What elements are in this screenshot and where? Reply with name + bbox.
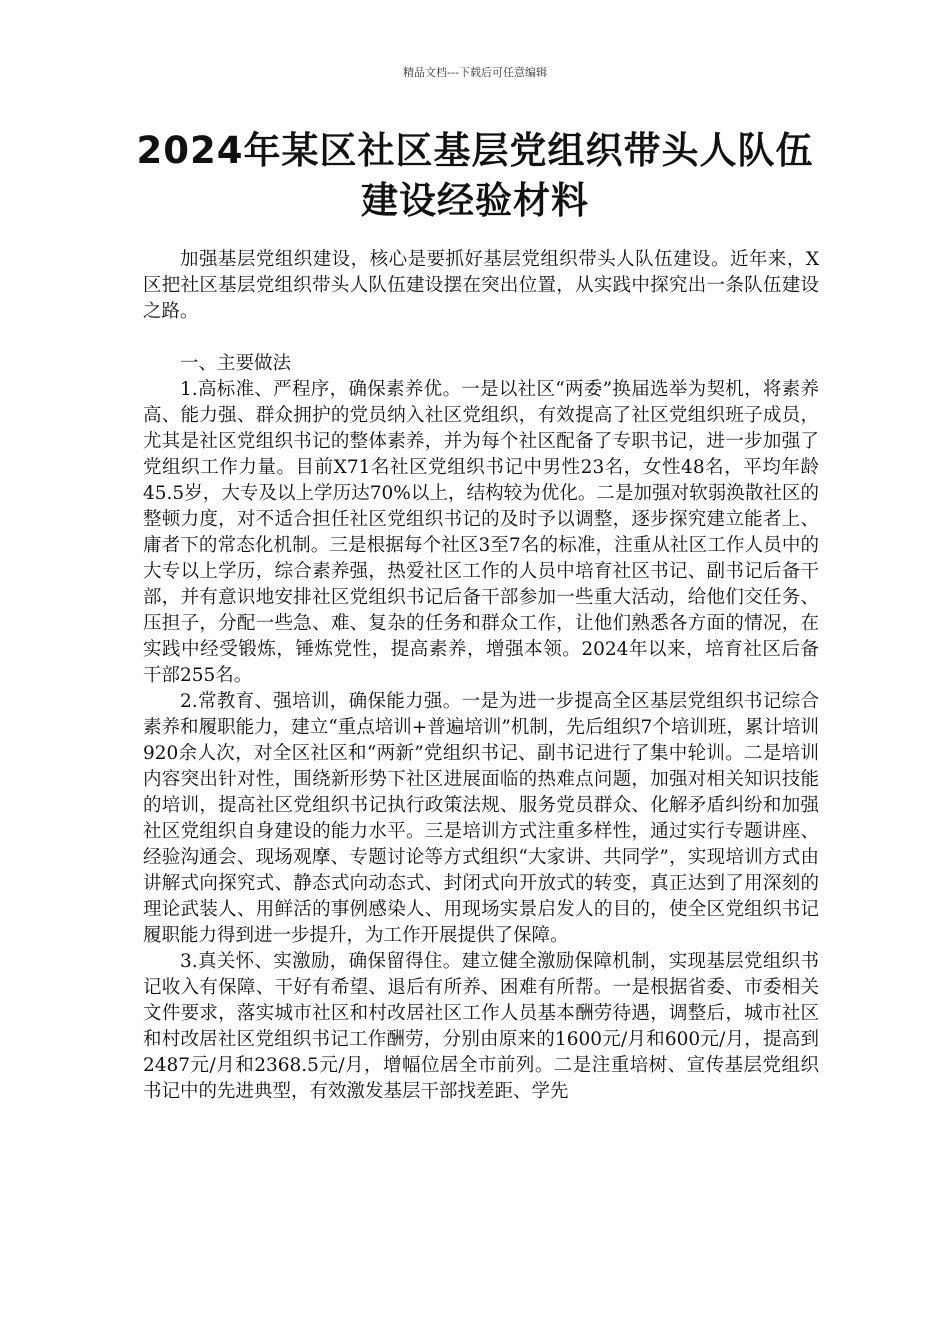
section-heading-main-practices: 一、主要做法 — [180, 353, 292, 374]
document-title — [120, 126, 830, 226]
paragraph-education-training: 2.常教育、强培训，确保能力强。一是为进一步提高全区基层党组织书记综合素养和履职能力，建立“重点培训+普遍培训”机制，先后组织7个培训班，累计培训920余人次，对全区社区和“两新”党组织书记、副书记进行了集中轮训。二是培训内容突出针对性，围绕新形势下社区进展面临的热难点问题，加强对相关知识技能的培训，提高社区党组织书记执行政策法规、服务党员群众、化解矛盾纠纷和加强社区党组织自身建设的能力水平。三是培训方式注重多样性，通过实行专题讲座、经验沟通会、现场观摩、专题讨论等方式组织“大家讲、共同学”，实现培训方式由讲解式向探究式、静态式向动态式、封闭式向开放式的转变，真正达到了用深刻的理论武装人、用鲜活的事例感染人、用现场实景启发人的目的，使全区党组织书记履职能力得到进一步提升，为工作开展提供了保障。 — [143, 691, 819, 946]
paragraph-high-standards: 1.高标准、严程序，确保素养优。一是以社区“两委”换届选举为契机，将素养高、能力强、群众拥护的党员纳入社区党组织，有效提高了社区党组织班子成员，尤其是社区党组织书记的整体素养，并为每个社区配备了专职书记，进一步加强了党组织工作力量。目前X71名社区党组织书记中男性23名，女性48名，平均年龄45.5岁，大专及以上学历达70%以上，结构较为优化。二是加强对软弱涣散社区的整顿力度，对不适合担任社区党组织书记的及时予以调整，逐步探究建立能者上、庸者下的常态化机制。三是根据每个社区3至7名的标准，注重从社区工作人员中的大专以上学历，综合素养强，热爱社区工作的人员中培育社区书记、副书记后备干部，并有意识地安排社区党组织书记后备干部参加一些重大活动，给他们交任务、压担子，分配一些急、难、复杂的任务和群众工作，让他们熟悉各方面的情况，在实践中经受锻炼，锤炼党性，提高素养，增强本领。2024年以来，培育社区后备干部255名。 — [143, 379, 819, 686]
page-header: 精品文档---下载后可任意编辑 — [403, 66, 547, 79]
title-line-1: 2024年某区社区基层党组织带头人队伍 — [136, 129, 814, 172]
title-line-2: 建设经验材料 — [361, 179, 589, 222]
paragraph-care-incentives: 3.真关怀、实激励，确保留得住。建立健全激励保障机制，实现基层党组织书记收入有保障、干好有希望、退后有所养、困难有所帮。一是根据省委、市委相关文件要求，落实城市社区和村改居社区工作人员基本酬劳待遇，调整后，城市社区和村改居社区党组织书记工作酬劳，分别由原来的1600元/月和600元/月，提高到2487元/月和2368.5元/月，增幅位居全市前列。二是注重培树、宣传基层党组织书记中的先进典型，有效激发基层干部找差距、学先 — [143, 951, 819, 1102]
document-body — [143, 247, 819, 1105]
intro-paragraph: 加强基层党组织建设，核心是要抓好基层党组织带头人队伍建设。近年来，X区把社区基层党组织带头人队伍建设摆在突出位置，从实践中探究出一条队伍建设之路。 — [143, 249, 819, 322]
